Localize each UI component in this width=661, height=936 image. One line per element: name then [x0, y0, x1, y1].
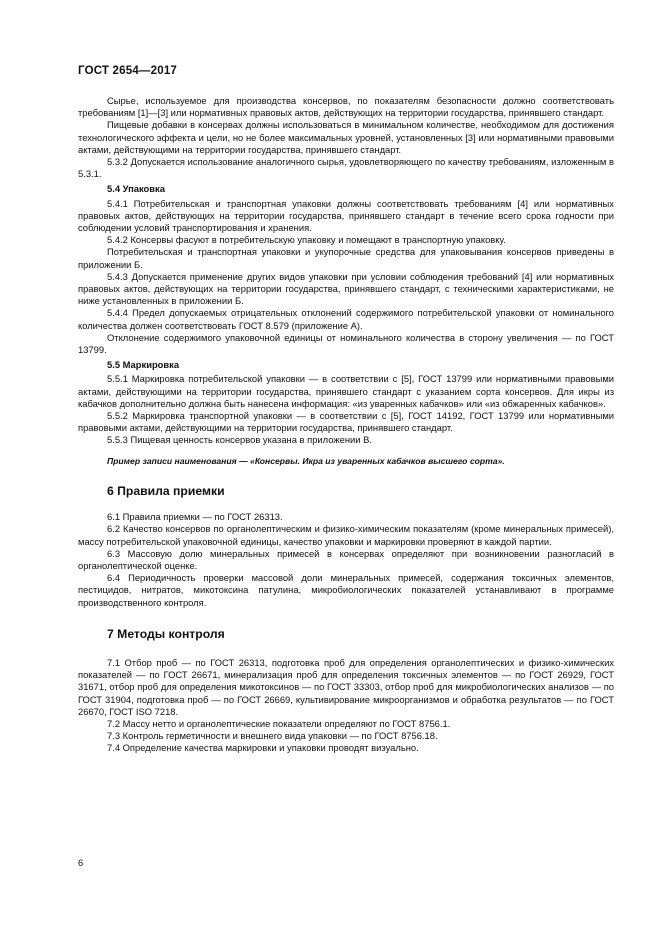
paragraph: 7.4 Определение качества маркировки и упаковки проводят визуально. [107, 742, 419, 754]
document-header: ГОСТ 2654—2017 [78, 65, 178, 77]
paragraph: 5.3.2 Допускается использование аналогичного сырья, удовлетворяющего по качеству требованиям, изложенным в 5.3.1. [78, 156, 614, 180]
paragraph: 7.2 Массу нетто и органолептические показатели определяют по ГОСТ 8756.1. [107, 717, 451, 729]
paragraph: 5.4.3 Допускается применение других видов упаковки при условии соблюдения требований [4] или нормативных правовых актов, действующих на территории государства, принявшего стандарт, с техническими характеристиками, не ниже установленных в приложении Б. [78, 270, 614, 307]
paragraph: 5.5.3 Пищевая ценность консервов указана в приложении В. [107, 434, 372, 446]
document-body [78, 95, 614, 755]
paragraph: Сырье, используемое для производства консервов, по показателям безопасности должно соответствовать требованиям [1]—[3] или нормативных правовых актов, действующих на территории государства, принявшего стандарт. [78, 95, 614, 119]
paragraph: 6.1 Правила приемки — по ГОСТ 26313. [107, 511, 283, 523]
paragraph: 6.3 Массовую долю минеральных примесей в консервах определяют при возникновении разногласий в органолептической оценке. [78, 547, 614, 571]
paragraph: 5.4.4 Предел допускаемых отрицательных отклонений содержимого потребительской упаковки от номинального количества должен соответствовать ГОСТ 8.579 (приложение А). [78, 307, 614, 331]
subsection-heading: 5.5 Маркировка [107, 359, 180, 371]
paragraph: 7.1 Отбор проб — по ГОСТ 26313, подготовка проб для определения органолептических и физико-химических показателей — по ГОСТ 26671, минерализация проб для определения токсичных элементов — по ГОСТ 26929, ГОСТ 31671, отбор проб для определения микотоксинов — по ГОСТ 33303, отбор проб для микробиологических анализов — по ГОСТ 31904, подготовка проб — по ГОСТ 26669, культивирование микроорганизмов и обработка результатов — по ГОСТ 26670, ГОСТ ISO 7218. [78, 656, 614, 717]
paragraph: 5.4.1 Потребительская и транспортная упаковки должны соответствовать требованиям [4] или нормативных правовых актов, действующих на территории государства, принявшего стандарт в течение всего срока годности при соблюдении условий транспортирования и хранения. [78, 197, 614, 234]
paragraph: 5.5.2 Маркировка транспортной упаковки — в соответствии с [5], ГОСТ 14192, ГОСТ 13799 или нормативными правовыми актами, действующими на территории государства, принявшего стандарт. [78, 410, 614, 434]
paragraph: 6.4 Периодичность проверки массовой доли минеральных примесей, содержания токсичных элементов, пестицидов, нитратов, микотоксина патулина, микробиологических показателей устанавливают в программе производственного контроля. [78, 572, 614, 608]
paragraph: Пищевые добавки в консервах должны использоваться в минимальном количестве, необходимом для достижения технологического эффекта и цели, но не более максимальных уровней, установленных [3] или нормативными правовыми актами, действующими на территории государства, принявшего стандарт. [78, 119, 614, 155]
paragraph: 5.4.2 Консервы фасуют в потребительскую упаковку и помещают в транспортную упаковку. [107, 234, 506, 246]
section-heading: 7 Методы контроля [107, 626, 225, 641]
paragraph: 6.2 Качество консервов по органолептическим и физико-химическим показателям (кроме минеральных примесей), массу потребительской упаковочной единицы, качество упаковки и маркировки проверяют в каждой партии. [78, 523, 614, 547]
paragraph: 7.3 Контроль герметичности и внешнего вида упаковки — по ГОСТ 8756.18. [107, 730, 438, 742]
page-number: 6 [78, 857, 84, 868]
paragraph: Отклонение содержимого упаковочной единицы от номинального количества в сторону увеличения — по ГОСТ 13799. [78, 331, 614, 356]
section-heading: 6 Правила приемки [107, 483, 225, 498]
paragraph: 5.5.1 Маркировка потребительской упаковки — в соответствии с [5], ГОСТ 13799 или нормативными правовыми актами, действующими на территории государства, принявшего стандарт с указанием сорта консервов. Для икры из кабачков дополнительно должна быть нанесена информация: «из уваренных кабачков» или «из обжаренных кабачков». [78, 373, 614, 409]
paragraph: Потребительская и транспортная упаковки и укупорочные средства для упаковывания консервов приведены в приложении Б. [78, 246, 614, 270]
example-note: Пример записи наименования — «Консервы. Икра из уваренных кабачков высшего сорта». [107, 455, 505, 466]
subsection-heading: 5.4 Упаковка [107, 183, 165, 195]
